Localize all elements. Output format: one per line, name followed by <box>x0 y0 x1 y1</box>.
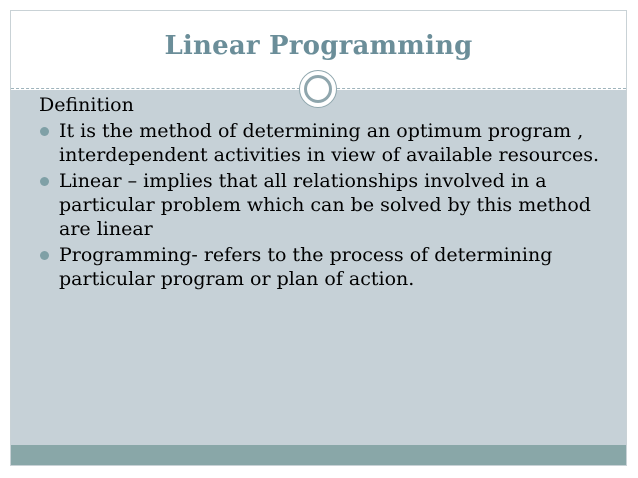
ring-ornament-inner <box>304 75 332 103</box>
bullet-dot-icon <box>40 127 49 136</box>
bullet-dot-icon <box>40 251 49 260</box>
bullet-text: Linear – implies that all relationships involved in a particular problem which can be solved by this method are linear <box>59 170 591 240</box>
ring-ornament-icon <box>299 70 337 108</box>
bullet-item <box>39 243 619 291</box>
bullet-item <box>39 169 619 241</box>
definition-heading: Definition <box>39 94 134 116</box>
bullet-dot-icon <box>40 177 49 186</box>
slide <box>10 10 627 466</box>
footer-band <box>11 445 626 466</box>
slide-body <box>39 93 619 293</box>
slide-title: Linear Programming <box>164 31 473 61</box>
bullet-text: It is the method of determining an optimum program , interdependent activities in view of available resources. <box>59 120 600 166</box>
bullet-text: Programming- refers to the process of determining particular program or plan of action. <box>59 244 553 290</box>
bullet-item <box>39 119 619 167</box>
